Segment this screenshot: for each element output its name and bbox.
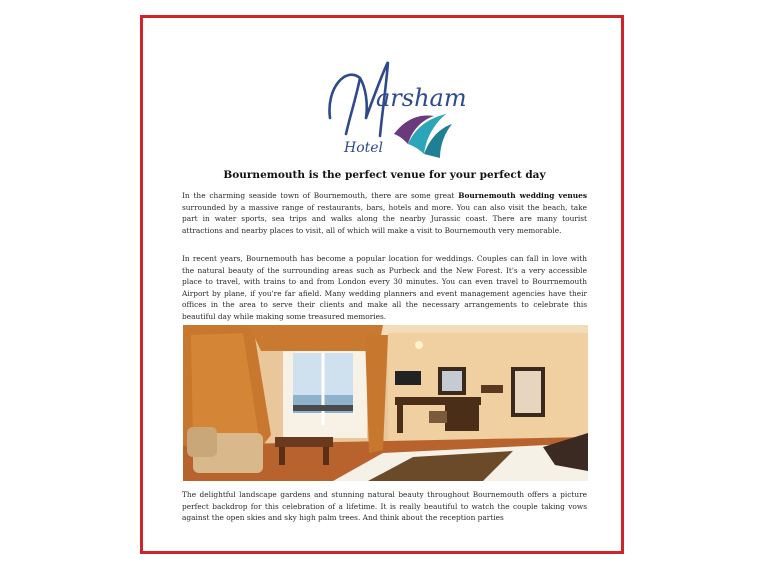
paragraph-intro-text-end: surrounded by a massive range of restaurants, bars, hotels and more. You can also visit the beach, take part in water sports, sea trips and walks along the nearby Jurassic coast. There are many tourist attractions and nearby places to visit, all of which will make a visit to Bournemouth very memorable. [182, 202, 587, 235]
hotel-room-illustration [183, 325, 588, 481]
page-heading: Bournemouth is the perfect venue for your perfect day [223, 169, 546, 181]
marsham-hotel-logo [316, 48, 467, 164]
logo-subtitle-text: Hotel [344, 140, 384, 156]
paragraph-weddings: In recent years, Bournemouth has become a popular location for weddings. Couples can fall in love with the natural beauty of the surrounding areas such as Purbeck and the New Forest. It's a very accessible place to travel, with trains to and from London every 30 minutes. You can even travel to Bourrnemouth Airport by plane, if you're far afield. Many wedding planners and event management agencies have their offices in the area to serve their clients and make all the necessary arrangements to celebrate this beautiful day while making some treasured memories. [182, 254, 587, 321]
paragraph-intro-text-start: In the charming seaside town of Bournemouth, there are some great [182, 191, 459, 200]
logo-wordmark-text: arsham [376, 84, 467, 112]
logo-graphic [316, 48, 467, 164]
paragraph-landscape: The delightful landscape gardens and stunning natural beauty throughout Bournemouth offers a picture perfect backdrop for this celebration of a lifetime. It is really beautiful to watch the couple taking vows against the open skies and sky high palm trees. And think about the reception parties [182, 490, 587, 523]
hotel-room-photo [183, 325, 588, 481]
paragraph-intro [182, 190, 587, 236]
bournemouth-wedding-venues-link-text: Bournemouth wedding venues [458, 191, 588, 200]
